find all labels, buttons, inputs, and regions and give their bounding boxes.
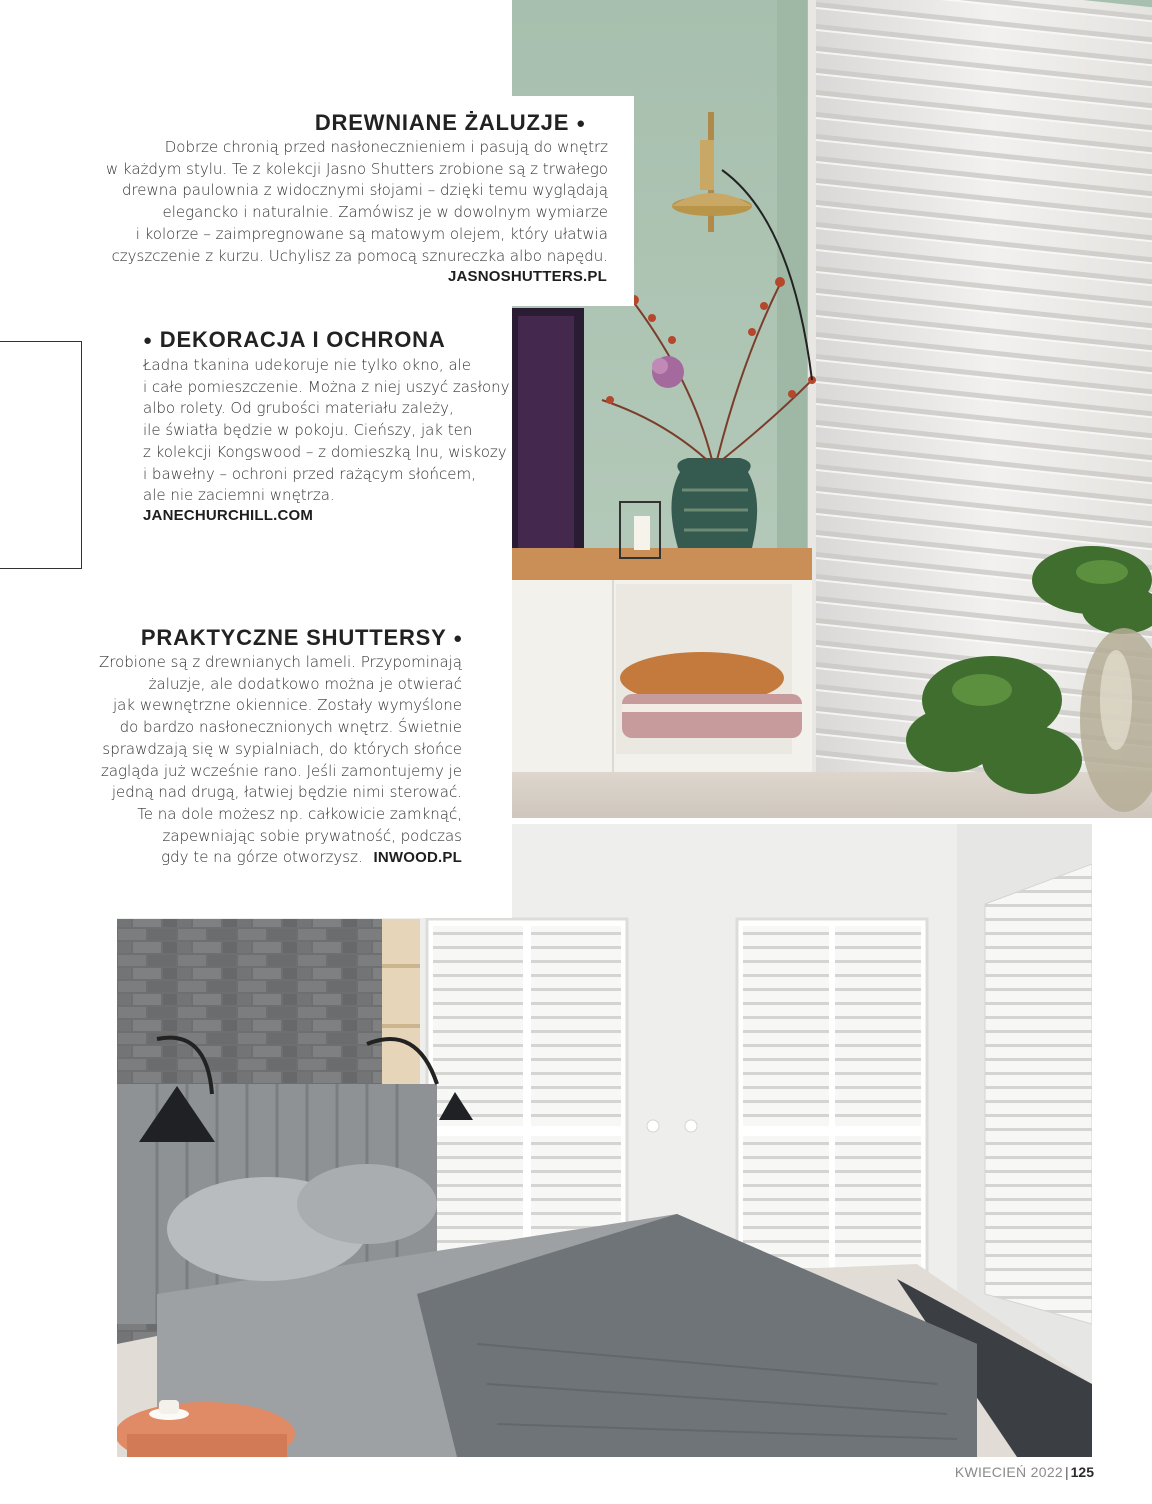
body-line: i kolorze – zaimpregnowane są matowym olejem, który ułatwia — [135, 224, 608, 243]
heading-drewniane-zaluzje — [315, 110, 586, 136]
source-link-inwood[interactable]: INWOOD.PL — [373, 849, 462, 867]
body-line: zapewniając sobie prywatność, podczas — [162, 826, 462, 845]
heading-text: DREWNIANE ŻALUZJE — [314, 110, 570, 135]
source-link-jasnoshutters[interactable]: JASNOSHUTTERS.PL — [447, 268, 607, 285]
body-line: zagląda już wcześnie rano. Jeśli zamontujemy je — [100, 761, 462, 780]
source-link-janechurchill[interactable]: JANECHURCHILL.COM — [143, 507, 314, 524]
footer-separator: | — [1065, 1464, 1069, 1480]
bedroom-shutters-photo — [117, 824, 1092, 1457]
body-line: Zrobione są z drewnianych lameli. Przypominają — [98, 653, 462, 671]
body-line: żaluzje, ale dodatkowo można je otwierać — [148, 674, 462, 693]
body-line: ile światła będzie w pokoju. Cieńszy, jak ten — [143, 421, 473, 440]
body-line: sprawdzają się w sypialniach, do których słońce — [102, 739, 462, 758]
section-body-dekoracja-i-ochrona — [143, 355, 510, 507]
body-line: gdy te na górze otworzysz. — [161, 848, 363, 867]
body-line: albo rolety. Od grubości materiału zależy, — [143, 399, 454, 418]
heading-praktyczne-shuttersy — [141, 625, 463, 651]
heading-text: PRAKTYCZNE SHUTTERSY — [140, 625, 447, 650]
bedroom-illustration — [117, 824, 1092, 1457]
body-line: z kolekcji Kongswood – z domieszką lnu, wiskozy — [143, 442, 507, 461]
body-line: i bawełny – ochroni przed rażącym słońcem, — [143, 464, 476, 483]
body-line: do bardzo nasłonecznionych wnętrz. Świetnie — [119, 718, 462, 737]
issue-month: KWIECIEŃ 2022 — [954, 1464, 1063, 1480]
body-line: i całe pomieszczenie. Można z niej uszyć zasłony — [143, 377, 510, 396]
bullet-icon: ● — [453, 630, 463, 647]
body-line: Ładna tkanina udekoruje nie tylko okno, ale — [143, 356, 472, 374]
page-footer — [955, 1464, 1094, 1480]
body-line: jak wewnętrzne okiennice. Zostały wymyślone — [113, 696, 462, 715]
body-line: ale nie zaciemni wnętrza. — [143, 486, 335, 505]
heading-text: DEKORACJA I OCHRONA — [159, 327, 446, 352]
body-line: czyszczenie z kurzu. Uchylisz za pomocą sznureczka albo napędu. — [111, 246, 608, 265]
body-last-line — [99, 847, 462, 869]
body-line: w każdym stylu. Te z kolekcji Jasno Shutters zrobione są z trwałego — [105, 159, 608, 178]
body-line: jedną nad drugą, łatwiej będzie nimi sterować. — [111, 783, 462, 802]
bullet-icon: ● — [576, 115, 586, 132]
connector-line — [0, 341, 82, 569]
body-line: Te na dole możesz np. całkowicie zamknąć, — [137, 804, 462, 823]
bullet-icon: ● — [143, 332, 153, 349]
heading-dekoracja-i-ochrona — [143, 327, 446, 353]
page-number: 125 — [1070, 1464, 1094, 1480]
body-line: Dobrze chronią przed nasłonecznieniem i pasują do wnętrz — [164, 138, 608, 156]
section-body-praktyczne-shuttersy — [99, 652, 462, 869]
body-line: drewna paulownia z widocznymi słojami – dzięki temu wyglądają — [121, 181, 608, 200]
section-body-drewniane-zaluzje — [106, 137, 608, 267]
body-line: elegancko i naturalnie. Zamówisz je w dowolnym wymiarze — [162, 203, 608, 222]
